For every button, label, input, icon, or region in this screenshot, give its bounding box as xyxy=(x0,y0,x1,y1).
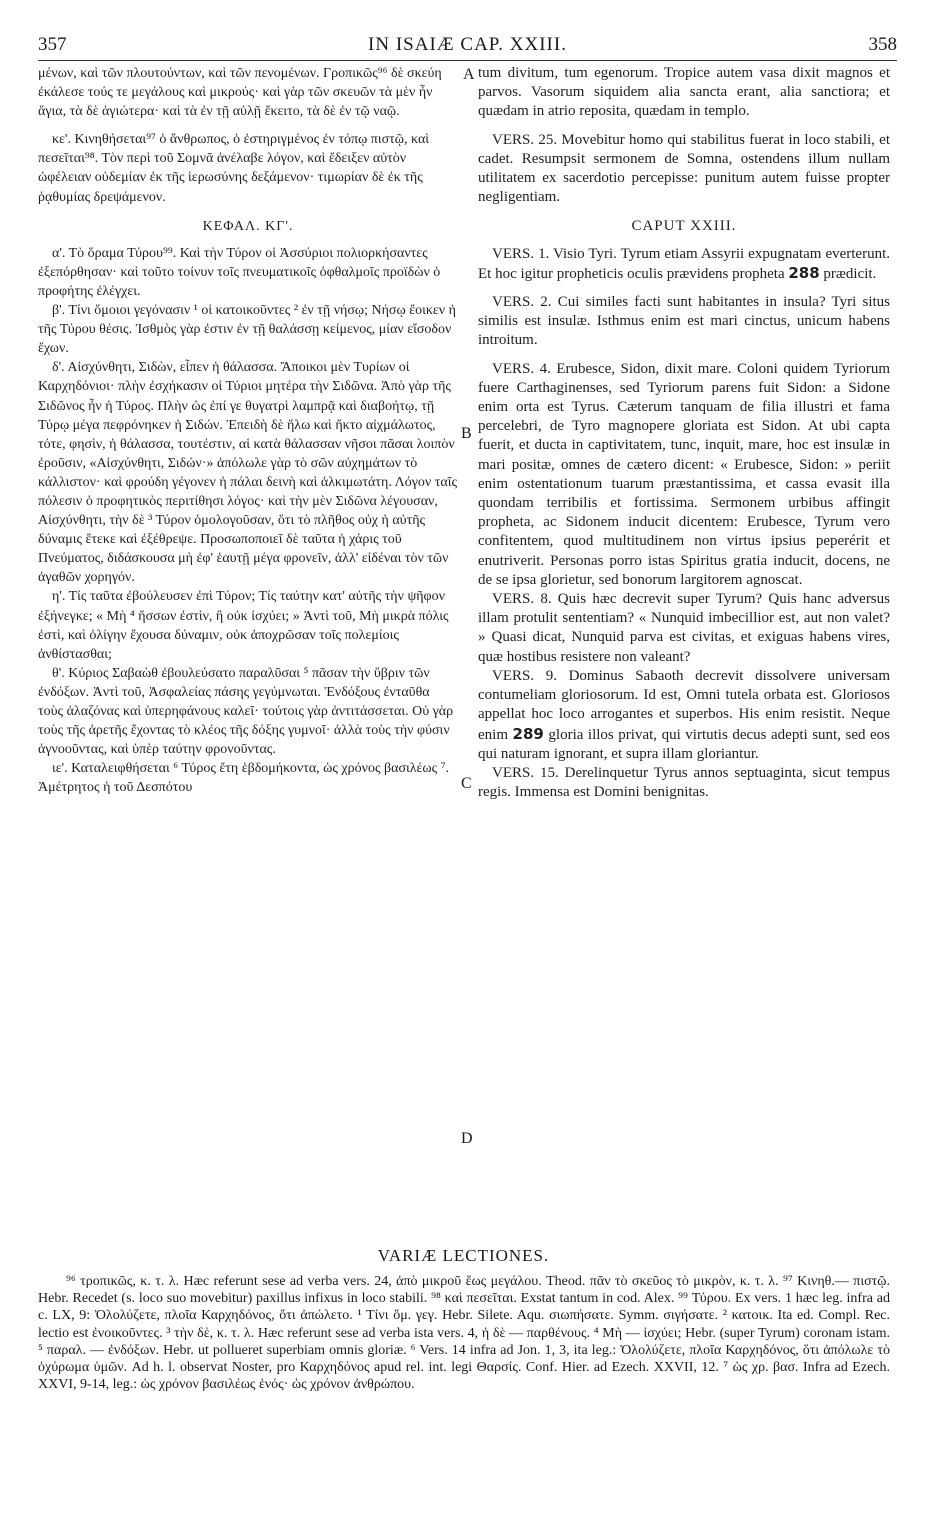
latin-paragraph: VERS. 15. Derelinquetur Tyrus annos septuaginta, sicut tempus regis. Immensa est Domini benignitas. xyxy=(478,764,890,801)
greek-paragraph: κε'. Κινηθήσεται⁹⁷ ὁ ἄνθρωπος, ὁ ἐστηριγμένος ἐν τόπῳ πιστῷ, καὶ πεσεῖται⁹⁸. Τὸν περὶ τοῦ Σομνᾶ ἀνέλαβε λόγον, καὶ ἔδειξεν αὐτὸν ὠφέλειαν οὐδεμίαν ἐκ τῆς ἱερωσύνης δεξάμενον· τιμωρίαν δὲ ἐκ τῆς ῥᾳθυμίας δρεψάμενον. xyxy=(38,132,430,205)
latin-text: VERS. 9. Dominus Sabaoth decrevit dissolvere universam contumeliam gloriosorum. Id est, Omni tutela orbata est. Gloriosos appellat hoc loco arrogantes et superbos. His enim resistit. Neque enim xyxy=(478,667,890,743)
margin-marker-a: A xyxy=(463,66,475,83)
latin-text: VERS. 1. Visio Tyri. Tyrum etiam Assyrii expugnatam everterunt. Et hoc igitur propheticis oculis prævidens propheta xyxy=(478,245,890,282)
greek-paragraph: η'. Τίς ταῦτα ἐβούλευσεν ἐπὶ Τύρον; Τίς ταύτην κατ' αὐτῆς τὴν ψῆφον ἐξήνεγκε; « Μὴ ⁴ ἥσσων ἐστὶν, ἢ οὐκ ἰσχύει; » Ἀντὶ τοῦ, Μὴ μικρὰ πόλις ἐστὶ, καὶ ὀλίγην ἔχουσα δύναμιν, οὐκ ἀποχρῶσαν τοῖς πολεμίοις ἀνθίστασθαι; xyxy=(38,589,449,662)
latin-paragraph: VERS. 4. Erubesce, Sidon, dixit mare. Coloni quidem Tyriorum fuere Carthaginenses, sed Tyriorum parens fuit Sidon: a Sidone enim orta est Tyrus. Cæterum tanquam de filia illustri et fama percelebri, de Tyro magnopere gloriata est Sidon. At ubi capta fuerit, et ducta in captivitatem, tunc, inquit, mare, hoc est insulæ in mari positæ, omnes de cætero dicent: « Erubesce, Sidon: » periit enim ostentationum tuarum præstantissima, et cassa evasit illa quondam terribilis et fortissima. Sermonem urbibus affingit propheta, ac Sidonem inducit dicentem: Erubesce, Tyrum vero confitentem, quod multitudinem non virtus ipsius peperérit et enutriverit. Personas porro istas Spiritus gratia inducit, docens, ne de se ipsa glorietur, sed bonorum largitorem agnoscat. xyxy=(478,360,890,588)
latin-paragraph: tum divitum, tum egenorum. Tropice autem vasa dixit magnos et parvos. Vasorum siquidem alia sancta erant, alia sanctiora; et quædam in atrio reposita, quædam in templo. xyxy=(478,65,890,120)
page-number-marker: 289 xyxy=(512,724,544,743)
greek-paragraph: α'. Τὸ ὅραμα Τύρου⁹⁹. Καὶ τὴν Τύρον οἱ Ἀσσύριοι πολιορκήσαντες ἐξεπόρθησαν· καὶ τοῦτο τοίνυν τοῖς πνευματικοῖς ὀφθαλμοῖς προϊδὼν ὁ προφήτης ἐλέγχει. xyxy=(38,245,441,299)
greek-paragraph: θ'. Κύριος Σαβαὼθ ἐβουλεύσατο παραλῦσαι ⁵ πᾶσαν τὴν ὕβριν τῶν ἐνδόξων. Ἀντὶ τοῦ, Ἀσφαλείας πάσης γεγύμνωται. Ἐνδόξους ἐνταῦθα τοὺς ἀλαζόνας καὶ ὑπερηφάνους καλεῖ· τούτοις γὰρ ἀντιτάσσεται. Οὐ γὰρ τοὺς τῆς ἀρετῆς ἔχοντας τὸ κλέος τῆς δόξης γυμνοῖ· ἀλλὰ τοὺς τὴν φύσιν ἀγνοοῦντας, καὶ ὑπὲρ ταύτην φρονοῦντας. xyxy=(38,665,454,758)
latin-column xyxy=(478,64,890,802)
greek-column xyxy=(38,64,458,797)
latin-paragraph: VERS. 8. Quis hæc decrevit super Tyrum? Quis hanc adversus illam protulit sententiam? « Nunquid imbecillior est, aut non valet? » Quasi dicat, Nunquid parva est civitas, et exiguas habens vires, quæ hostibus resistere non valeant? xyxy=(478,591,890,665)
latin-paragraph: VERS. 2. Cui similes facti sunt habitantes in insula? Tyri situs similis est insulæ. Isthmus enim est mari cinctus, unicum habens introitum. xyxy=(478,294,890,349)
header-rule xyxy=(38,60,897,61)
margin-marker-d: D xyxy=(461,1130,473,1147)
running-header xyxy=(38,34,897,60)
right-page-number: 358 xyxy=(868,34,897,55)
latin-paragraph: VERS. 25. Movebitur homo qui stabilitus fuerat in loco stabili, et cadet. Resumpsit sermonem de Somna, ostendens illum nullam utilitatem ex sacerdotio percepisse: punitum autem fuisse propter negligentiam. xyxy=(478,131,890,206)
latin-text: gloria illos privat, qui virtutis decus adepti sunt, sed eos qui naturam ignorant, et supra illam gloriantur. xyxy=(478,726,891,762)
latin-paragraph xyxy=(478,667,890,764)
latin-chapter-heading: CAPUT XXIII. xyxy=(631,218,737,235)
page-number-marker: 288 xyxy=(788,263,820,282)
running-title: IN ISAIÆ CAP. XXIII. xyxy=(368,34,567,55)
greek-chapter-heading: ΚΕΦΑΛ. ΚΓ'. xyxy=(202,218,294,234)
latin-text: prædicit. xyxy=(823,265,877,282)
margin-marker-c: C xyxy=(461,775,472,792)
variae-lectiones-notes: ⁹⁶ τροπικῶς, κ. τ. λ. Hæc referunt sese ad verba vers. 24, ἀπὸ μικροῦ ἕως μεγάλου. Theod. πᾶν τὸ σκεῦος τὸ μικρὸν, κ. τ. λ. ⁹⁷ Κινηθ.— πιστῷ. Hebr. Recedet (s. loco suo movebitur) paxillus infixus in loco stabili. ⁹⁸ καὶ πεσεῖται. Exstat tantum in cod. Alex. ⁹⁹ Τύρου. Ex vers. 1 hæc leg. infra ad c. LX, 9: Ὀλολύζετε, πλοῖα Καρχηδόνος, ὅτι ἀπώλετο. ¹ Τίνι ὅμ. γεγ. Hebr. Silete. Aqu. σιωπήσατε. Symm. σιγήσατε. ² κατοικ. Ita ed. Compl. Rec. lectio est ἐνοικοῦντες. ³ τὴν δὲ, κ. τ. λ. Hæc referunt sese ad verba ista vers. 4, ἡ δὲ — παρθένους. ⁴ Μὴ — ἰσχύει; Hebr. (super Tyrum) coronam istam. ⁵ παραλ. — ἐνδόξων. Hebr. ut pollueret superbiam omnis gloriæ. ⁶ Vers. 14 infra ad Jon. 1, 3, ita leg.: Ὀλολύζετε, πλοῖα Καρχηδόνος, ὅτι ἀπόλωλε τὸ ὀχύρωμα ὑμῶν. Ad h. l. observat Noster, pro Καρχηδόνος apud rel. int. legi Θαρσίς. Conf. Hier. ad Ezech. XXVII, 12. ⁷ ὡς χρ. βασ. Infra ad Ezech. XXVI, 9-14, leg.: ὡς χρόνον βασιλέως ἑνός· ὡς χρόνον ἀνθρώπου. xyxy=(38,1274,890,1393)
left-page-number: 357 xyxy=(38,34,67,55)
greek-paragraph: μένων, καὶ τῶν πλουτούντων, καὶ τῶν πενομένων. Γροπικῶς⁹⁶ δὲ σκεύη ἐκάλεσε τούς τε μεγάλους καὶ μικρούς· καὶ γὰρ τῶν σκευῶν τὰ μὲν ἦν ἅγια, τὰ δὲ ἁγιώτερα· καὶ τὰ ἐν τῇ αὐλῇ ἔκειτο, τὰ δὲ ἐν τῷ ναῷ. xyxy=(38,66,442,120)
latin-paragraph xyxy=(478,245,890,284)
greek-paragraph: ιε'. Καταλειφθήσεται ⁶ Τύρος ἔτη ἑβδομήκοντα, ὡς χρόνος βασιλέως ⁷. Ἀμέτρητος ἡ τοῦ Δεσπότου xyxy=(38,761,450,796)
greek-paragraph: β'. Τίνι ὅμοιοι γεγόνασιν ¹ οἱ κατοικοῦντες ² ἐν τῇ νήσῳ; Νήσῳ ἔοικεν ἡ τῆς Τύρου θέσις. Ἰσθμὸς γὰρ ἐστιν ἐν τῇ θαλάσσῃ κείμενος, μίαν εἴσοδον ἔχων. xyxy=(38,303,456,357)
variae-lectiones-title: VARIÆ LECTIONES. xyxy=(377,1246,550,1265)
greek-paragraph: δ'. Αἰσχύνθητι, Σιδὼν, εἶπεν ἡ θάλασσα. Ἄποικοι μὲν Τυρίων οἱ Καρχηδόνιοι· πλὴν ἐσχήκασιν οἱ Τύριοι μητέρα τὴν Σιδῶνα. Ἀπὸ γὰρ τῆς Σιδῶνος ἦν ἡ Τύρος. Πλὴν ὡς ἐπί γε θυγατρὶ λαμπρᾷ καὶ διαβοήτῳ, τῇ Τύρῳ μέγα πεφρόνηκεν ἡ Σιδών. Ἐπειδὴ δὲ ἥλω καὶ ἤκτο αἰχμάλωτος, τότε, φησὶν, ἡ θάλασσα, τουτέστιν, αἱ κατὰ θάλασσαν νῆσοι πᾶσαι λοιπὸν ἐροῦσιν, «Αἰσχύνθητι, Σιδών·» ἀπόλωλε γὰρ τὸ σῶν αὐχημάτων τὸ κάλλιστον· καὶ φρούδη γέγονεν ἡ πάλαι δεινὴ καὶ ἀλκιμωτάτη. Λόγον ταῖς πόλεσιν ὁ προφητικὸς περιτίθησι λόγος· καὶ τὴν μὲν Σιδῶνα λέγουσαν, Αἰσχύνθητι, τὴν δὲ ³ Τύρον ὁμολογοῦσαν, ὅτι τὸ πλῆθος οὐχ ἡ αὐτῆς δύναμις ἔτεκε καὶ ἐξέθρεψε. Προσωποποιεῖ δὲ ταῦτα ἡ χάρις τοῦ Πνεύματος, διδάσκουσα μὴ ἐφ' ἑαυτῇ μέγα φρονεῖν, ἀλλ' εἰδέναι τὸν τῶν ἀγαθῶν χορηγόν. xyxy=(38,360,458,586)
margin-marker-b: B xyxy=(461,425,472,442)
